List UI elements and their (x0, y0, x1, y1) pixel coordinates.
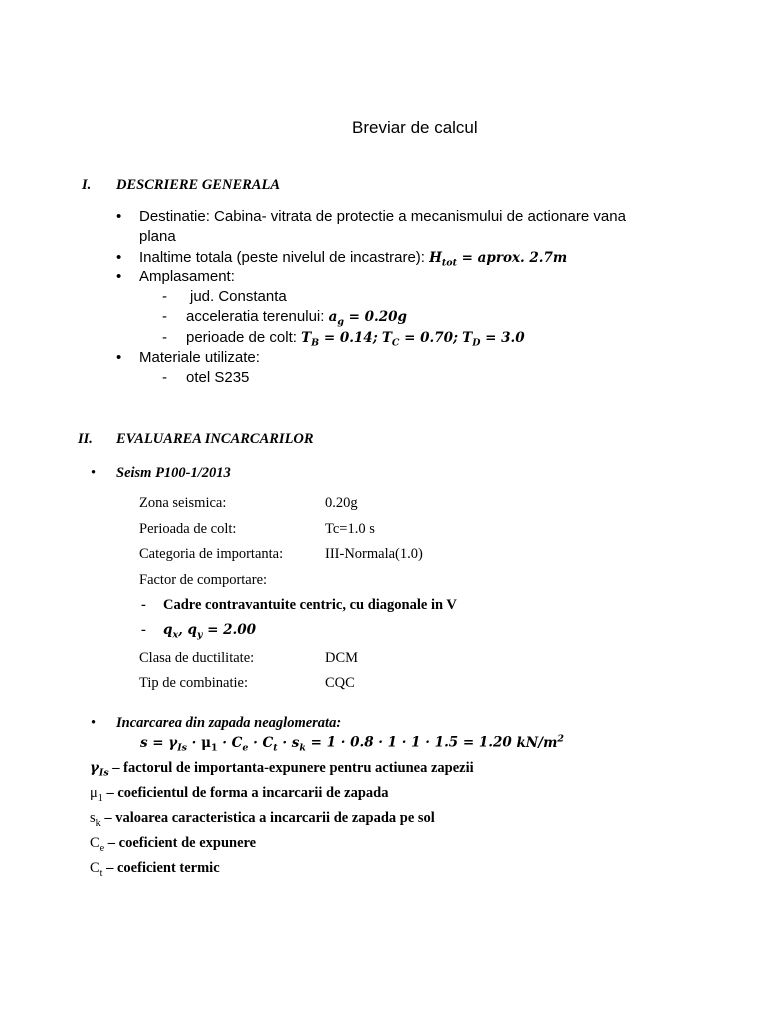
def-gamma (90, 760, 474, 779)
inaltime-line (139, 249, 567, 269)
clasa-label: Clasa de ductilitate: (139, 650, 255, 666)
zona-value: 0.20g (325, 495, 358, 511)
def-sk (90, 810, 435, 829)
inaltime-label: Inaltime totala (peste nivelul de incastrare): (139, 249, 430, 266)
factor-label: Factor de comportare: (139, 572, 268, 588)
perioade-label: perioade de colt: (186, 329, 302, 346)
amplasament-label: Amplasament: (139, 268, 235, 285)
formula-unit: $kN/m^2$ (516, 733, 564, 751)
dash-icon: - (162, 308, 167, 325)
tc-symbol: $T_C$ (381, 330, 400, 349)
q-symbol: $q_x$, $q_y$ (163, 622, 203, 641)
perioade-line (186, 329, 525, 349)
otel-item: otel S235 (186, 369, 250, 386)
q-line (163, 622, 256, 641)
section-1-numeral: I. (82, 177, 92, 193)
seism-heading: Seism P100-1/2013 (116, 465, 231, 481)
bullet-icon (91, 715, 96, 732)
tc-value: = 0.70; (404, 330, 458, 346)
def-mu-text: – coeficientul de forma a incarcarii de zapada (102, 785, 389, 801)
def-mu (90, 785, 389, 804)
categoria-label: Categoria de importanta: (139, 546, 284, 562)
def-gamma-symbol: $\gamma_{Is}$ (90, 760, 109, 779)
formula-mid: · $C_e \cdot C_t \cdot s_k$ (217, 734, 306, 754)
def-ct-text: – coeficient termic (102, 860, 220, 876)
dash-icon: - (162, 288, 167, 305)
inaltime-value: = aprox. 2.7m (461, 250, 568, 266)
def-ce-symbol: $C_e$ (90, 835, 105, 854)
formula-mu: $\mu_1$ (201, 734, 218, 754)
inaltime-symbol: $H_{tot}$ (429, 250, 457, 269)
q-value: = 2.00 (207, 622, 257, 638)
td-symbol: $T_D$ (462, 330, 481, 349)
perioada-label: Perioada de colt: (139, 521, 237, 537)
tip-label: Tip de combinatie: (139, 675, 249, 691)
snow-formula (140, 733, 564, 753)
materiale-label: Materiale utilizate: (139, 349, 260, 366)
section-2-heading: EVALUAREA INCARCARILOR (116, 431, 314, 447)
formula-unit-text: kN/m (516, 734, 558, 751)
def-mu-symbol: $\mu_1$ (90, 785, 103, 804)
tb-symbol: $T_B$ (301, 330, 320, 349)
def-ce (90, 835, 256, 854)
def-ce-text: – coeficient de expunere (104, 835, 257, 851)
dash-icon: - (162, 369, 167, 386)
dash-icon: - (141, 597, 146, 613)
perioada-value: Tc=1.0 s (325, 521, 375, 537)
def-gamma-text: – factorul de importanta-expunere pentru actiunea zapezii (108, 760, 474, 776)
tip-value: CQC (325, 675, 355, 691)
tb-value: = 0.14; (323, 330, 378, 346)
dash-icon: - (141, 622, 146, 638)
zapada-heading: Incarcarea din zapada neaglomerata: (116, 715, 342, 731)
acceleratie-label: acceleratia terenului: (186, 308, 329, 325)
cadre-item: Cadre contravantuite centric, cu diagonale in V (163, 597, 457, 613)
def-sk-symbol: $s_k$ (90, 810, 101, 829)
categoria-value: III-Normala(1.0) (325, 546, 423, 562)
bullet-icon (116, 268, 121, 285)
bullet-icon (116, 208, 121, 225)
jud-item: jud. Constanta (190, 288, 287, 305)
bullet-icon (116, 249, 121, 266)
dash-icon: - (162, 329, 167, 346)
page-title: Breviar de calcul (352, 118, 478, 137)
acceleratie-line (186, 308, 407, 328)
acceleratie-symbol: $a_g$ (328, 309, 344, 328)
clasa-value: DCM (325, 650, 359, 666)
formula-rhs: = 1 · 0.8 · 1 · 1 · 1.5 = 1.20 (310, 734, 512, 751)
destinatie-line2: plana (139, 228, 176, 245)
formula-lhs: $s = \gamma_{Is}$ · (140, 734, 202, 754)
section-1-heading: DESCRIERE GENERALA (116, 177, 280, 193)
acceleratie-value: = 0.20g (348, 309, 407, 325)
td-value: = 3.0 (485, 330, 525, 346)
section-2-numeral: II. (78, 431, 93, 447)
def-sk-text: – valoarea caracteristica a incarcarii de zapada pe sol (100, 810, 435, 826)
bullet-icon (91, 465, 96, 482)
def-ct (90, 860, 220, 879)
def-ct-symbol: $C_t$ (90, 860, 103, 879)
destinatie-line1: Destinatie: Cabina- vitrata de protectie a mecanismului de actionare vana (139, 208, 626, 225)
zona-label: Zona seismica: (139, 495, 227, 511)
bullet-icon (116, 349, 121, 366)
